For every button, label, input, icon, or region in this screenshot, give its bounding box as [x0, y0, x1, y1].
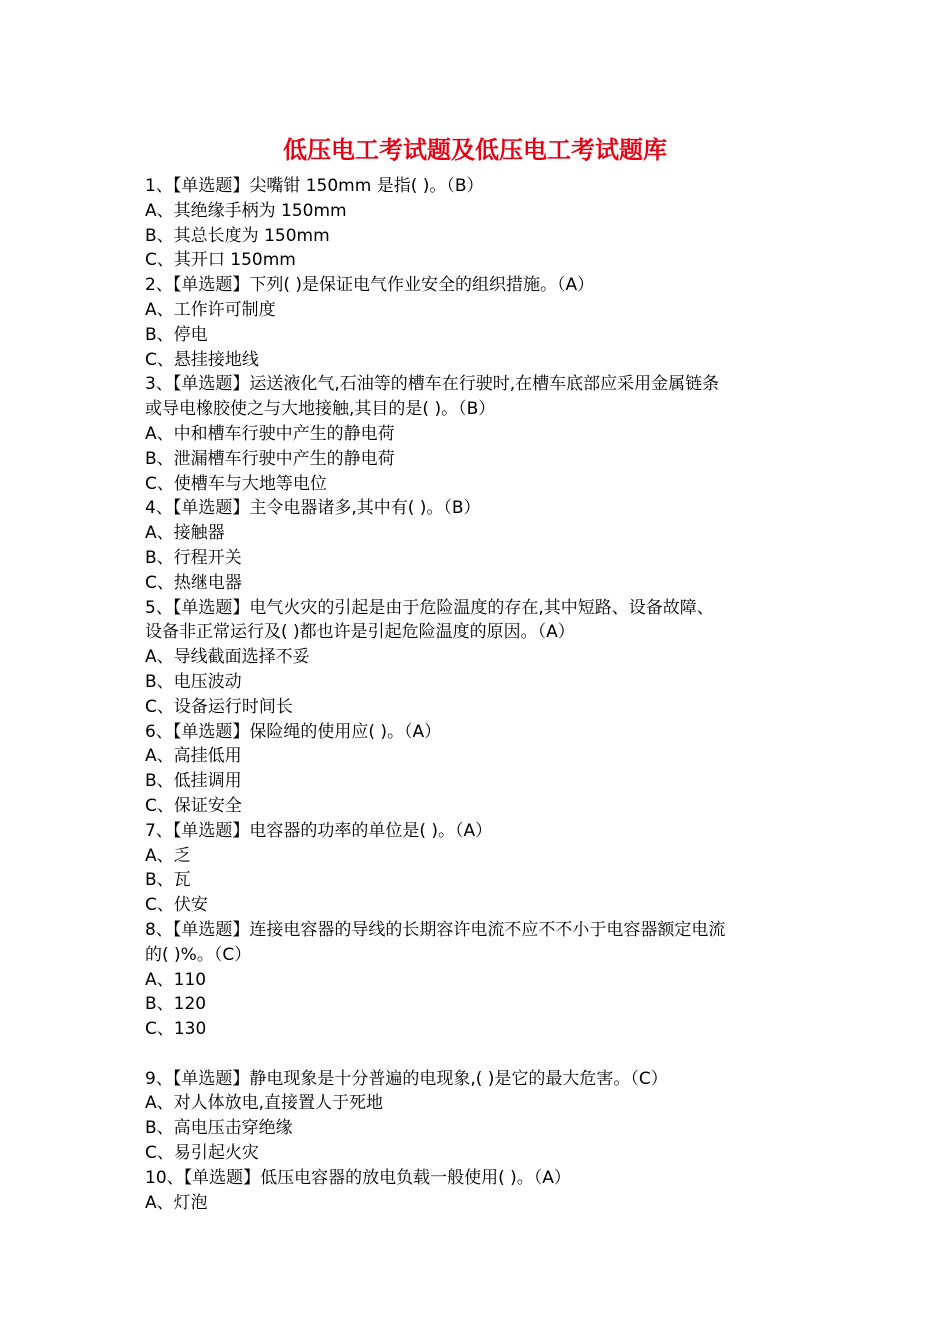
question-stem: 的( )%。（C）: [145, 944, 252, 965]
answer-option: C、130: [145, 1019, 207, 1040]
question-stem: 设备非正常运行及( )都也许是引起危险温度的原因。（A）: [145, 622, 575, 643]
question-stem: 6、【单选题】保险绳的使用应( )。（A）: [145, 721, 442, 742]
question-item: [145, 273, 815, 372]
answer-option: B、低挂调用: [145, 771, 242, 792]
question-stem: 2、【单选题】下列( )是保证电气作业安全的组织措施。（A）: [145, 275, 595, 296]
question-item: [145, 918, 815, 1042]
answer-option: A、中和槽车行驶中产生的静电荷: [145, 423, 395, 444]
question-stem: 1、【单选题】尖嘴钳 150mm 是指( )。（B）: [145, 176, 484, 196]
answer-option: A、接触器: [145, 523, 225, 544]
answer-option: A、灯泡: [145, 1192, 208, 1213]
answer-option: B、高电压击穿绝缘: [145, 1118, 293, 1139]
question-stem: 4、【单选题】主令电器诸多,其中有( )。（B）: [145, 498, 481, 519]
answer-option: C、伏安: [145, 895, 208, 916]
answer-option: B、瓦: [145, 870, 191, 891]
answer-option: B、行程开关: [145, 547, 242, 568]
answer-option: C、设备运行时间长: [145, 696, 293, 717]
answer-option: C、其开口 150mm: [145, 250, 296, 271]
question-item: [145, 372, 815, 496]
question-item: [145, 596, 815, 720]
answer-option: B、电压波动: [145, 671, 242, 692]
answer-option: A、高挂低用: [145, 746, 242, 767]
answer-option: B、其总长度为 150mm: [145, 225, 330, 246]
question-stem: 或导电橡胶使之与大地接触,其目的是( )。（B）: [145, 399, 496, 420]
question-item: [145, 1166, 815, 1216]
page-title: 低压电工考试题及低压电工考试题库: [283, 135, 667, 164]
answer-option: B、120: [145, 994, 207, 1015]
question-stem: 7、【单选题】电容器的功率的单位是( )。（A）: [145, 820, 493, 841]
answer-option: A、导线截面选择不妥: [145, 647, 310, 668]
answer-option: C、保证安全: [145, 795, 242, 816]
question-list: [145, 174, 815, 1215]
blank-line: [145, 1042, 815, 1067]
answer-option: B、泄漏槽车行驶中产生的静电荷: [145, 448, 395, 469]
question-item: [145, 720, 815, 819]
answer-option: A、工作许可制度: [145, 299, 276, 320]
question-item: [145, 174, 815, 273]
answer-option: C、易引起火灾: [145, 1143, 259, 1164]
question-stem: 3、【单选题】运送液化气,石油等的槽车在行驶时,在槽车底部应采用金属链条: [145, 374, 720, 395]
answer-option: C、使槽车与大地等电位: [145, 473, 327, 494]
question-stem: 10、【单选题】低压电容器的放电负载一般使用( )。（A）: [145, 1167, 571, 1188]
answer-option: A、110: [145, 969, 207, 990]
question-stem: 8、【单选题】连接电容器的导线的长期容许电流不应不不小于电容器额定电流: [145, 919, 726, 940]
answer-option: C、悬挂接地线: [145, 349, 259, 370]
question-item: [145, 1067, 815, 1166]
answer-option: B、停电: [145, 324, 208, 345]
answer-option: C、热继电器: [145, 572, 242, 593]
question-item: [145, 819, 815, 918]
question-item: [145, 496, 815, 595]
question-stem: 5、【单选题】电气火灾的引起是由于危险温度的存在,其中短路、设备故障、: [145, 597, 714, 618]
question-stem: 9、【单选题】静电现象是十分普遍的电现象,( )是它的最大危害。（C）: [145, 1068, 668, 1089]
answer-option: A、对人体放电,直接置人于死地: [145, 1093, 384, 1114]
answer-option: A、乏: [145, 845, 191, 866]
answer-option: A、其绝缘手柄为 150mm: [145, 200, 347, 221]
